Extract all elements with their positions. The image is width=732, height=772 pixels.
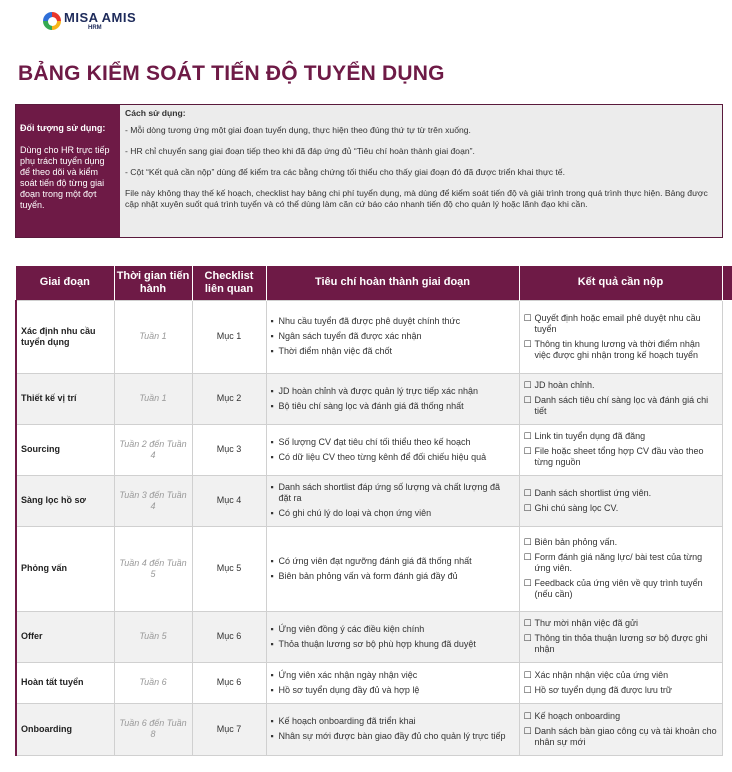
criteria-cell: [266, 611, 519, 662]
result-item: Danh sách bàn giao công cụ và tài khoản cho nhân sự mới: [534, 725, 717, 747]
bullet-icon: ▪: [270, 716, 274, 726]
header-extra: [722, 266, 732, 300]
bullet-icon: ▪: [270, 346, 274, 356]
criteria-item: JD hoàn chỉnh và được quản lý trực tiếp xác nhận: [278, 385, 479, 396]
checklist-cell: Mục 6: [192, 611, 266, 662]
stage-cell: Hoàn tất tuyển: [16, 662, 114, 703]
time-cell: Tuần 3 đến Tuần 4: [114, 475, 192, 526]
checkbox-icon[interactable]: ☐: [523, 395, 532, 405]
usage-line: - Mỗi dòng tương ứng một giai đoạn tuyển dụng, thực hiện theo đúng thứ tự từ trên xuống.: [125, 125, 471, 135]
results-cell: [519, 424, 722, 475]
criteria-cell: [266, 424, 519, 475]
target-user-panel: [16, 105, 120, 237]
bullet-icon: ▪: [270, 669, 274, 680]
bullet-icon: ▪: [270, 451, 274, 462]
criteria-item: Bộ tiêu chí sàng lọc và đánh giá đã thống nhất: [278, 400, 464, 411]
result-item: Form đánh giá năng lực/ bài test của từng ứng viên.: [534, 552, 703, 573]
criteria-item: Thỏa thuận lương sơ bộ phù hợp khung đã duyệt: [278, 638, 476, 649]
criteria-cell: [266, 475, 519, 526]
stage-cell: Sourcing: [16, 424, 114, 475]
time-cell: Tuần 6 đến Tuần 8: [114, 703, 192, 755]
usage-label: Cách sử dụng:: [125, 108, 186, 118]
bullet-icon: ▪: [270, 684, 274, 695]
checkbox-icon[interactable]: ☐: [523, 725, 532, 736]
bullet-icon: ▪: [270, 638, 274, 649]
bullet-icon: ▪: [270, 623, 274, 634]
results-cell: [519, 662, 722, 703]
results-cell: [519, 703, 722, 755]
criteria-cell: [266, 373, 519, 424]
usage-instructions-panel: [120, 105, 722, 237]
stage-cell: Offer: [16, 611, 114, 662]
stage-cell: Thiết kế vị trí: [16, 373, 114, 424]
criteria-cell: [266, 300, 519, 373]
criteria-item: Danh sách shortlist đáp ứng số lượng và chất lượng đã đặt ra: [278, 482, 500, 503]
time-cell: Tuần 1: [114, 300, 192, 373]
result-item: Quyết định hoặc email phê duyệt nhu cầu tuyển: [534, 312, 701, 334]
header-checklist: Checklist liên quan: [192, 266, 266, 300]
header-criteria: Tiêu chí hoàn thành giai đoạn: [266, 266, 519, 300]
time-cell: Tuần 6: [114, 662, 192, 703]
criteria-item: Ứng viên đồng ý các điều kiện chính: [278, 623, 425, 634]
checkbox-icon[interactable]: ☐: [523, 578, 532, 588]
checkbox-icon[interactable]: ☐: [523, 537, 532, 547]
checkbox-icon[interactable]: ☐: [523, 338, 532, 349]
bullet-icon: ▪: [270, 385, 274, 396]
result-item: Xác nhận nhận việc của ứng viên: [534, 669, 669, 680]
checklist-cell: Mục 4: [192, 475, 266, 526]
bullet-icon: ▪: [270, 436, 274, 447]
stage-cell: Xác định nhu cầu tuyển dụng: [16, 300, 114, 373]
checkbox-icon[interactable]: ☐: [523, 312, 532, 323]
result-item: File hoặc sheet tổng hợp CV đầu vào theo từng nguồn: [534, 446, 704, 467]
checklist-cell: Mục 3: [192, 424, 266, 475]
bullet-icon: ▪: [270, 555, 274, 566]
criteria-item: Ngân sách tuyển đã được xác nhận: [278, 331, 422, 341]
checkbox-icon[interactable]: ☐: [523, 633, 532, 643]
stage-cell: Sàng lọc hồ sơ: [16, 475, 114, 526]
checkbox-icon[interactable]: ☐: [523, 446, 532, 456]
result-item: Danh sách shortlist ứng viên.: [534, 487, 652, 498]
checklist-cell: Mục 5: [192, 526, 266, 611]
checkbox-icon[interactable]: ☐: [523, 710, 532, 721]
checkbox-icon[interactable]: ☐: [523, 684, 532, 695]
table-row: [16, 662, 732, 703]
bullet-icon: ▪: [270, 508, 274, 518]
result-item: Thư mời nhận việc đã gửi: [534, 618, 638, 628]
result-item: Ghi chú sàng lọc CV.: [534, 502, 619, 513]
recruitment-progress-table: [15, 266, 732, 756]
time-cell: Tuần 4 đến Tuần 5: [114, 526, 192, 611]
table-row: [16, 475, 732, 526]
header-stage: Giai đoạn: [16, 266, 114, 300]
checklist-cell: Mục 6: [192, 662, 266, 703]
table-header-row: [16, 266, 732, 300]
table-row: [16, 300, 732, 373]
results-cell: [519, 475, 722, 526]
criteria-item: Có ứng viên đạt ngưỡng đánh giá đã thống nhất: [278, 555, 472, 566]
checklist-cell: Mục 2: [192, 373, 266, 424]
time-cell: Tuần 2 đến Tuần 4: [114, 424, 192, 475]
criteria-cell: [266, 526, 519, 611]
result-item: Thông tin khung lương và thời điểm nhận việc được ghi nhận trong kế hoạch tuyển: [534, 338, 700, 360]
checkbox-icon[interactable]: ☐: [523, 431, 532, 441]
criteria-item: Nhân sự mới được bàn giao đầy đủ cho quản lý trực tiếp: [278, 731, 506, 741]
table-row: [16, 424, 732, 475]
result-item: Thông tin thỏa thuận lương sơ bộ được ghi nhận: [534, 633, 708, 654]
result-item: Hồ sơ tuyển dụng đã được lưu trữ: [534, 684, 672, 695]
table-body: [16, 300, 732, 755]
usage-line: - HR chỉ chuyển sang giai đoạn tiếp theo khi đã đáp ứng đủ “Tiêu chí hoàn thành giai đoạn”.: [125, 146, 475, 156]
checklist-cell: Mục 7: [192, 703, 266, 755]
header-results: Kết quả cần nộp: [519, 266, 722, 300]
usage-info-box: [15, 104, 723, 238]
checkbox-icon[interactable]: ☐: [523, 669, 532, 680]
usage-line: - Cột “Kết quả cần nộp” dùng để kiểm tra các bằng chứng tối thiểu cho thấy giai đoạn đó đã được triển khai thực tế.: [125, 167, 565, 177]
bullet-icon: ▪: [270, 316, 274, 326]
table-row: [16, 526, 732, 611]
checkbox-icon[interactable]: ☐: [523, 487, 532, 498]
usage-note: File này không thay thế kế hoạch, checklist hay bảng chi phí tuyển dụng, mà dùng để kiểm soát tiến độ và giải trình trong quá trình thực hiện. Bảng được cập nhật xuyên suốt quá trình tuyển và có thể dùng làm căn cứ báo cáo nhanh tiến độ cho quản lý hoặc lãnh đạo khi cần.: [125, 188, 708, 209]
result-item: Danh sách tiêu chí sàng lọc và đánh giá chi tiết: [534, 395, 709, 416]
criteria-item: Ứng viên xác nhận ngày nhận việc: [278, 669, 418, 680]
time-cell: Tuần 5: [114, 611, 192, 662]
misa-amis-logo: [43, 10, 136, 34]
result-item: JD hoàn chỉnh.: [534, 380, 595, 390]
criteria-cell: [266, 703, 519, 755]
stage-cell: Phỏng vấn: [16, 526, 114, 611]
criteria-item: Hồ sơ tuyển dụng đầy đủ và hợp lệ: [278, 684, 420, 695]
bullet-icon: ▪: [270, 331, 274, 341]
checklist-cell: Mục 1: [192, 300, 266, 373]
bullet-icon: ▪: [270, 482, 274, 492]
logo-sub: HRM: [88, 25, 102, 31]
checkbox-icon[interactable]: ☐: [523, 618, 532, 628]
result-item: Feedback của ứng viên về quy trình tuyển (nếu cần): [534, 578, 703, 599]
criteria-item: Biên bản phỏng vấn và form đánh giá đầy đủ: [278, 570, 458, 581]
misa-logo-icon: [43, 12, 61, 30]
bullet-icon: ▪: [270, 570, 274, 581]
result-item: Link tin tuyển dụng đã đăng: [534, 431, 646, 441]
logo-name: MISA AMIS: [64, 10, 137, 25]
criteria-cell: [266, 662, 519, 703]
bullet-icon: ▪: [270, 400, 274, 411]
checkbox-icon[interactable]: ☐: [523, 380, 532, 390]
table-row: [16, 703, 732, 755]
time-cell: Tuần 1: [114, 373, 192, 424]
results-cell: [519, 611, 722, 662]
criteria-item: Nhu cầu tuyển đã được phê duyệt chính thức: [278, 316, 461, 326]
criteria-item: Có dữ liệu CV theo từng kênh để đối chiếu hiệu quả: [278, 451, 487, 462]
table-row: [16, 611, 732, 662]
criteria-item: Kế hoạch onboarding đã triển khai: [278, 716, 416, 726]
criteria-item: Thời điểm nhận việc đã chốt: [278, 346, 392, 356]
bullet-icon: ▪: [270, 731, 274, 741]
results-cell: [519, 373, 722, 424]
checkbox-icon[interactable]: ☐: [523, 552, 532, 562]
results-cell: [519, 300, 722, 373]
result-item: Kế hoạch onboarding: [534, 710, 621, 721]
header-time: Thời gian tiến hành: [114, 266, 192, 300]
table-row: [16, 373, 732, 424]
stage-cell: Onboarding: [16, 703, 114, 755]
checkbox-icon[interactable]: ☐: [523, 502, 532, 513]
criteria-item: Số lượng CV đạt tiêu chí tối thiểu theo kế hoạch: [278, 436, 471, 447]
page-title: BẢNG KIỂM SOÁT TIẾN ĐỘ TUYỂN DỤNG: [18, 62, 445, 85]
target-user-label: Đối tượng sử dụng:: [20, 123, 106, 133]
results-cell: [519, 526, 722, 611]
result-item: Biên bản phỏng vấn.: [534, 537, 618, 547]
criteria-item: Có ghi chú lý do loại và chọn ứng viên: [278, 508, 432, 518]
target-user-text: Dùng cho HR trực tiếp phụ trách tuyển dụng để theo dõi và kiểm soát tiến độ từng giai đoạn trong một đợt tuyển.: [20, 145, 110, 210]
